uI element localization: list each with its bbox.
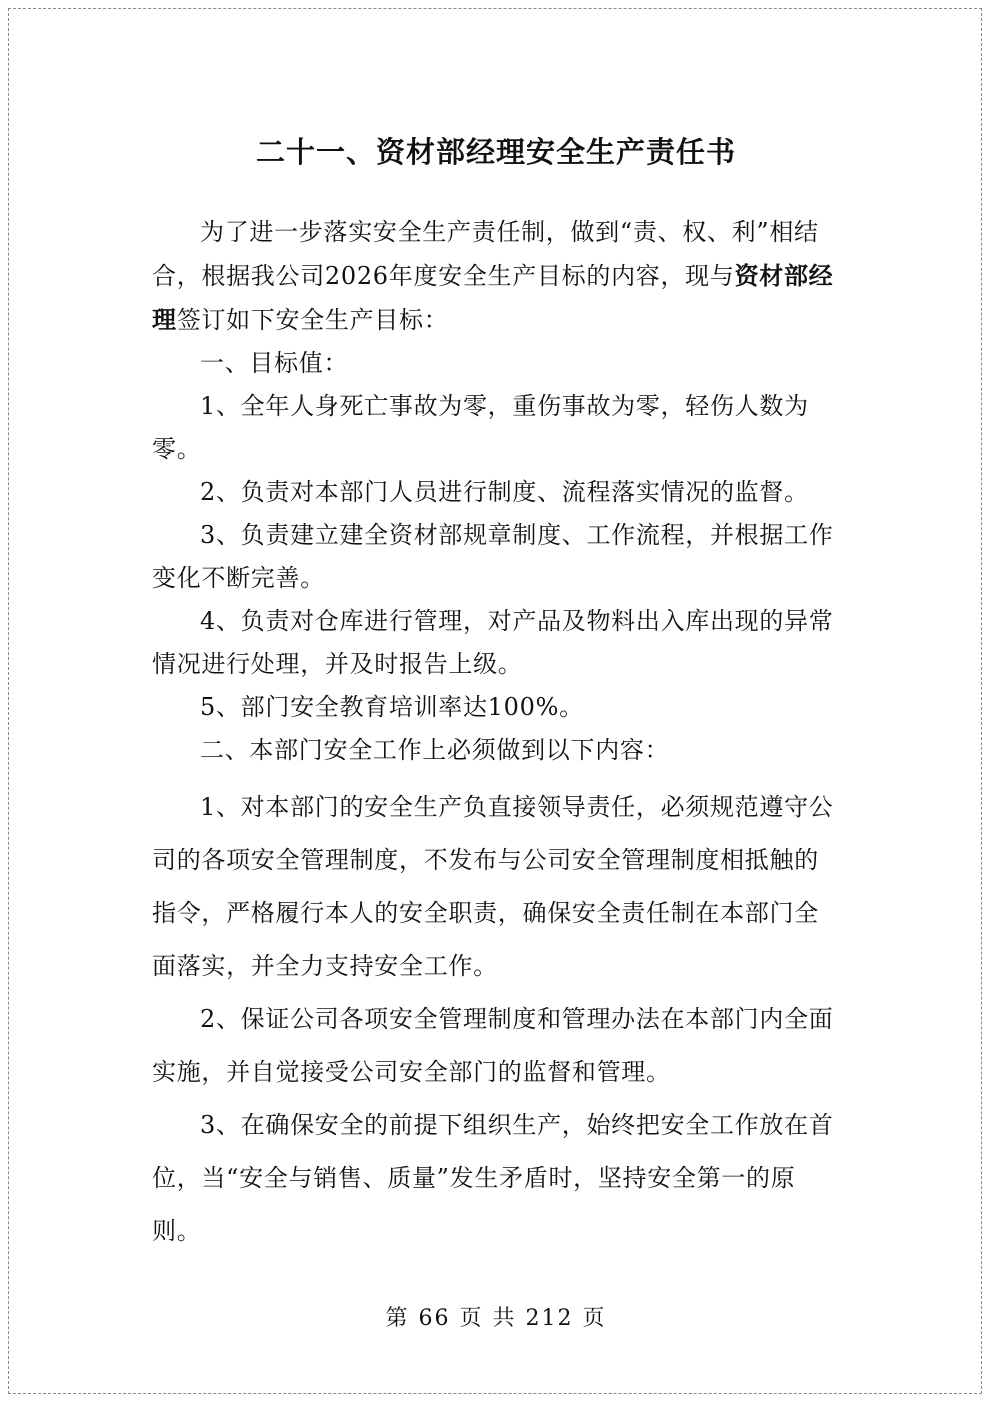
target-item-2: 2、负责对本部门人员进行制度、流程落实情况的监督。	[200, 478, 809, 506]
target-item-4: 4、负责对仓库进行管理，对产品及物料出入库出现的异常情况进行处理，并及时报告上级。	[152, 607, 834, 678]
target-item-1: 1、全年人身死亡事故为零，重伤事故为零，轻伤人数为零。	[152, 392, 809, 463]
target-item-3: 3、负责建立建全资材部规章制度、工作流程，并根据工作变化不断完善。	[152, 521, 834, 592]
intro-text-part2: 签订如下安全生产目标：	[176, 306, 449, 334]
document-title: 二十一、资材部经理安全生产责任书	[255, 135, 736, 169]
document-body	[152, 211, 842, 1258]
section1-heading: 一、目标值：	[200, 349, 349, 377]
target-section	[152, 211, 842, 772]
section2-heading: 二、本部门安全工作上必须做到以下内容：	[200, 736, 670, 764]
target-item-5: 5、部门安全教育培训率达100%。	[200, 693, 584, 721]
page-number-footer: 第 66 页 共 212 页	[385, 1306, 607, 1331]
signing-party: 资材部经理	[152, 261, 834, 334]
duty-item-1: 1、对本部门的安全生产负直接领导责任，必须规范遵守公司的各项安全管理制度，不发布与公司安全管理制度相抵触的指令，严格履行本人的安全职责，确保安全责任制在本部门全面落实，并全力支持安全工作。	[152, 793, 834, 980]
duty-section	[152, 781, 842, 1258]
intro-text-part1: 为了进一步落实安全生产责任制，做到“责、权、利”相结合，根据我公司2026年度安全生产目标的内容，现与	[152, 218, 819, 290]
duty-item-3: 3、在确保安全的前提下组织生产，始终把安全工作放在首位，当“安全与销售、质量”发生矛盾时，坚持安全第一的原则。	[152, 1111, 834, 1245]
duty-item-2: 2、保证公司各项安全管理制度和管理办法在本部门内全面实施，并自觉接受公司安全部门的监督和管理。	[152, 1005, 834, 1086]
intro-paragraph	[152, 211, 842, 342]
